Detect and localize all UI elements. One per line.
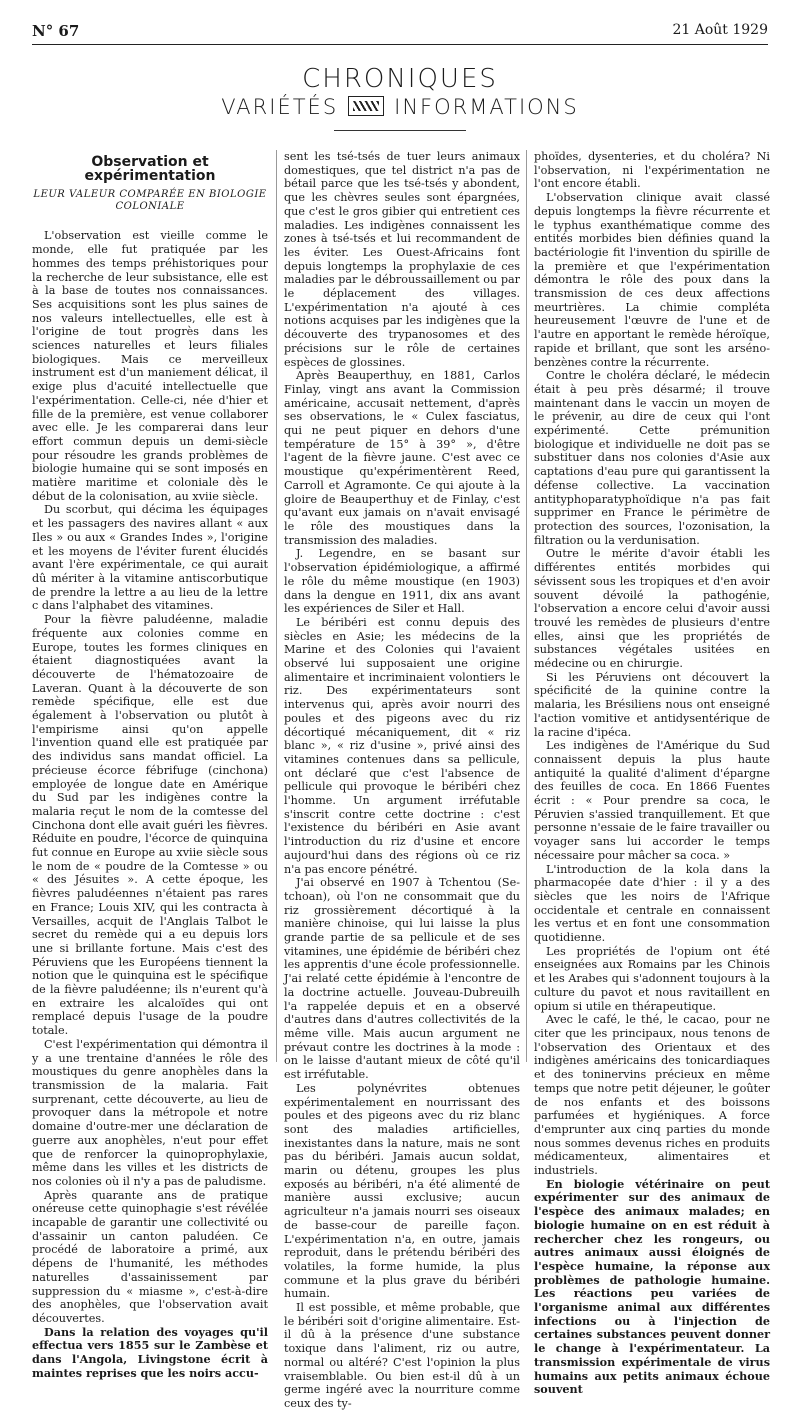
paragraph: Il est possible, et même probable, que le béribéri soit d'origine alimentaire. Est-il dû à la présence d'une substance toxique dans l'aliment, riz ou autre, normal ou altéré? C'est l'opinion la plus vraisemblable. Ou bien est-il dû à un germe ingéré avec la nourriture comme ceux des ty- [284, 1301, 520, 1410]
column-divider [526, 150, 527, 1062]
paragraph: sent les tsé-tsés de tuer leurs animaux domestiques, que tel district n'a pas de bétail parce que les tsé-tsés y abondent, que les chèvres seules sont épargnées, que c'est le gros gibier qui entretient ces maladies. Les indigènes connaissent les zones à tsé-tsés et lui recommandent de les éviter. Les Ouest-Africains font depuis longtemps la prophylaxie de ces maladies par le débroussaillement ou par le déplacement des villages. L'expérimentation n'a ajouté à ces notions acquises par les indigènes que la découverte des trypanosomes et des précisions sur le rôle de certaines espèces de glossines. [284, 150, 520, 369]
masthead-subtitle [0, 95, 800, 119]
paragraph: Du scorbut, qui décima les équipages et les passagers des navires allant « aux Iles » ou aux « Grandes Indes », l'origine et les moyens de l'éviter furent élucidés avant l'ère expérimentale, ce qui aurait dû mériter à la vitamine antiscorbutique de prendre la lettre a au lieu de la lettre c dans l'alphabet des vitamines. [32, 503, 268, 613]
paragraph: J. Legendre, en se basant sur l'observation épidémiologique, a affirmé le rôle du même moustique (en 1903) dans la dengue en 1911, dix ans avant les expériences de Siler et Hall. [284, 547, 520, 616]
paragraph: L'observation est vieille comme le monde, elle fut pratiquée par les hommes des temps préhistoriques pour la recherche de leur subsistance, elle est à la base de toutes nos connaissances. Ses acquisitions sont les plus saines de nos valeurs intellectuelles, elle est à l'origine de tout progrès dans les sciences naturelles et leurs filiales biologiques. Mais ce merveilleux instrument est d'un maniement délicat, il exige plus d'acuité intellectuelle que l'expérimentation. Celle-ci, née d'hier et fille de la première, est venue collaborer avec elle. Je les comparerai dans leur effort commun depuis un demi-siècle pour résoudre les grands problèmes de biologie humaine qui se sont imposés en matière maritime et coloniale dès le début de la colonisation, au xviie siècle. [32, 229, 268, 503]
masthead-right: INFORMATIONS [394, 95, 579, 119]
paragraph: Les propriétés de l'opium ont été enseignées aux Romains par les Chinois et les Arabes qui s'adonnent toujours à la culture du pavot et nous ravitaillent en opium si utile en thérapeutique. [534, 944, 770, 1013]
column-divider [276, 150, 277, 1062]
column-2 [284, 150, 520, 1411]
paragraph: Contre le choléra déclaré, le médecin était à peu près désarmé; il trouve maintenant dans le vaccin un moyen de le prévenir, au dire de ceux qui l'ont expérimenté. Cette prémunition biologique et individuelle ne doit pas se substituer dans nos colonies d'Asie aux captations d'eau pure qui garantissent la défense collective. La vaccination antityphoparatyphoïdique n'a pas fait supprimer en France le périmètre de protection des sources, l'ozonisation, la filtration ou la verdunisation. [534, 369, 770, 547]
paragraph: Le béribéri est connu depuis des siècles en Asie; les médecins de la Marine et des Colonies qui l'avaient observé lui supposaient une origine alimentaire et incriminaient volontiers le riz. Des expérimentateurs sont intervenus qui, après avoir nourri des poules et des pigeons avec du riz décortiqué mécaniquement, dit « riz blanc », « riz d'usine », privé ainsi des vitamines contenues dans sa pellicule, ont déclaré que c'est l'absence de pellicule qui provoque le béribéri chez l'homme. Un argument irréfutable s'inscrit contre cette doctrine : c'est l'existence du béribéri en Asie avant l'introduction du riz d'usine et encore aujourd'hui dans des régions où ce riz n'a pas encore pénétré. [284, 615, 520, 876]
paragraph: L'introduction de la kola dans la pharmacopée date d'hier : il y a des siècles que les noirs de l'Afrique occidentale et centrale en connaissent les vertus et en font une consommation quotidienne. [534, 862, 770, 945]
paragraph: phoïdes, dysenteries, et du choléra? Ni l'observation, ni l'expérimentation ne l'ont encore établi. [534, 150, 770, 191]
paragraph: Les indigènes de l'Amérique du Sud connaissent depuis la plus haute antiquité la qualité d'aliment d'épargne des feuilles de coca. En 1866 Fuentes écrit : « Pour prendre sa coca, le Péruvien s'assied tranquillement. Et que personne n'essaie de le faire travailler ou voyager sans lui accorder le temps nécessaire pour mâcher sa coca. » [534, 739, 770, 862]
paragraph: Après Beauperthuy, en 1881, Carlos Finlay, vingt ans avant la Commission américaine, accusait nettement, d'après ses observations, le « Culex fasciatus, qui ne peut piquer en dehors d'une température de 15° à 39° », d'être l'agent de la fièvre jaune. C'est avec ce moustique qu'expérimentèrent Reed, Carroll et Agramonte. Ce qui ajoute à la gloire de Beauperthuy et de Finlay, c'est qu'avant eux jamais on n'avait envisagé le rôle des moustiques dans la transmission des maladies. [284, 369, 520, 547]
header-rule [32, 44, 768, 45]
article-subtitle: LEUR VALEUR COMPARÉE EN BIOLOGIE COLONIALE [33, 189, 267, 213]
paragraph: Dans la relation des voyages qu'il effectua vers 1855 sur le Zambèse et dans l'Angola, Livingstone écrit à maintes reprises que les noirs accu- [32, 1324, 268, 1380]
paragraph: Si les Péruviens ont découvert la spécificité de la quinine contre la malaria, les Brésiliens nous ont enseigné l'action vomitive et antidysentérique de la racine d'ipéca. [534, 670, 770, 739]
paragraph: C'est l'expérimentation qui démontra il y a une trentaine d'années le rôle des moustiques du genre anophèles dans la transmission de la malaria. Fait surprenant, cette découverte, au lieu de provoquer dans la métropole et notre domaine d'outre-mer une déclaration de guerre aux anophèles, n'eut pour effet que de renforcer la quinoprophylaxie, même dans les villes et les districts de nos colonies où il n'y a pas de paludisme. [32, 1037, 268, 1188]
paragraph: Pour la fièvre paludéenne, maladie fréquente aux colonies comme en Europe, toutes les formes cliniques en étaient diagnostiquées avant la découverte de l'hématozoaire de Laveran. Quant à la découverte de son remède spécifique, elle est due également à l'observation ou plutôt à l'empirisme ainsi qu'on appelle l'invention quand elle est pratiquée par des individus sans mandat officiel. La précieuse écorce fébrifuge (cinchona) employée de longue date en Amérique du Sud par les indigènes contre la malaria reçut le nom de la comtesse del Cinchona dont elle avait guéri les fièvres. Réduite en poudre, l'écorce de quinquina fut connue en Europe au xviie siècle sous le nom de « poudre de la Comtesse » ou « des Jésuites ». A cette époque, les fièvres paludéennes n'étaient pas rares en France; Louis XIV, qui les contracta à Versailles, acquit de l'Anglais Talbot le secret du remède qui a eu depuis lors une si brillante fortune. Mais c'est des Péruviens que les Européens tiennent la notion que le quinquina est le spécifique de la fièvre paludéenne; ils n'eurent qu'à en extraire les alcaloïdes qui ont remplacé depuis l'usage de la poudre totale. [32, 613, 269, 1038]
masthead-rule [334, 130, 466, 131]
masthead-left: VARIÉTÉS [221, 95, 339, 119]
paragraph: L'observation clinique avait classé depuis longtemps la fièvre récurrente et le typhus exanthématique comme des entités morbides bien définies quand la bactériologie fit l'invention du spirille de la première et que l'expérimentation démontra le rôle des poux dans la transmission de ces deux affections meurtrières. La chimie compléta heureusement l'œuvre de l'une et de l'autre en apportant le remède héroïque, rapide et brillant, que sont les arséno-benzènes contre la récurrente. [534, 191, 770, 369]
column-1 [32, 156, 268, 1380]
paragraph: Les polynévrites obtenues expérimentalement en nourrissant des poules et des pigeons avec du riz blanc sont des maladies artificielles, inexistantes dans la nature, mais ne sont pas du béribéri. Jamais aucun soldat, marin ou détenu, groupes les plus exposés au béribéri, n'a été alimenté de manière aussi exclusive; aucun agriculteur n'a jamais nourri ses oiseaux de basse-cour de pareille façon. L'expérimentation n'a, en outre, jamais reproduit, dans le prétendu béribéri des volatiles, la forme humide, la plus commune et la plus grave du béribéri humain. [284, 1081, 520, 1301]
masthead-title: CHRONIQUES [302, 64, 498, 94]
paragraph: Outre le mérite d'avoir établi les différentes entités morbides qui sévissent sous les tropiques et d'en avoir souvent dévoilé la pathogénie, l'observation a encore celui d'avoir aussi trouvé les remèdes de plusieurs d'entre elles, ainsi que les propriétés de substances végétales usitées en médecine ou en chirurgie. [534, 547, 770, 671]
paragraph: Après quarante ans de pratique onéreuse cette quinophagie s'est révélée incapable de garantir une collectivité ou d'assainir un canton paludéen. Ce procédé de laboratoire a primé, aux dépens de l'humanité, les méthodes naturelles d'assainissement par suppression du « miasme », c'est-à-dire des anophèles, que l'observation avait découvertes. [32, 1188, 268, 1325]
column-3 [534, 150, 770, 1397]
paragraph: J'ai observé en 1907 à Tchentou (Se-tchoan), où l'on ne consommait que du riz grossièrement décortiqué à la manière chinoise, qui lui laisse la plus grande partie de sa pellicule et de ses vitamines, une épidémie de béribéri chez les apprentis d'une école professionnelle. J'ai relaté cette épidémie à l'encontre de la doctrine actuelle. Jouveau-Dubreuilh l'a rappelée depuis et en a observé d'autres dans d'autres collectivités de la même ville. Mais aucun argument ne prévaut contre les doctrines à la mode : on le laisse d'autant mieux de côté qu'il est irréfutable. [284, 876, 520, 1082]
paragraph: En biologie vétérinaire on peut expérimenter sur des animaux de l'espèce des animaux malades; en biologie humaine on en est réduit à rechercher chez les rongeurs, ou autres animaux aussi éloignés de l'espèce humaine, la réponse aux problèmes de pathologie humaine. Les réactions peu variées de l'organisme animal aux différentes infections ou à l'injection de certaines substances peuvent donner le change à l'expérimentateur. La transmission expérimentale de virus humains aux petits animaux échoue souvent [534, 1176, 770, 1397]
article-title: Observation et expérimentation [84, 154, 216, 184]
issue-date: 21 Août 1929 [672, 22, 768, 38]
ornament-icon [348, 96, 384, 116]
issue-number: N° 67 [32, 22, 80, 40]
paragraph: Avec le café, le thé, le cacao, pour ne citer que les principaux, nous tenons de l'observation des Orientaux et des indigènes américains des tonicardiaques et des toninervins précieux en même temps que notre petit déjeuner, le goûter de nos enfants et des boissons parfumées et hygiéniques. A force d'emprunter aux cinq parties du monde nous sommes devenus riches en produits médicamenteux, alimentaires et industriels. [534, 1013, 770, 1178]
